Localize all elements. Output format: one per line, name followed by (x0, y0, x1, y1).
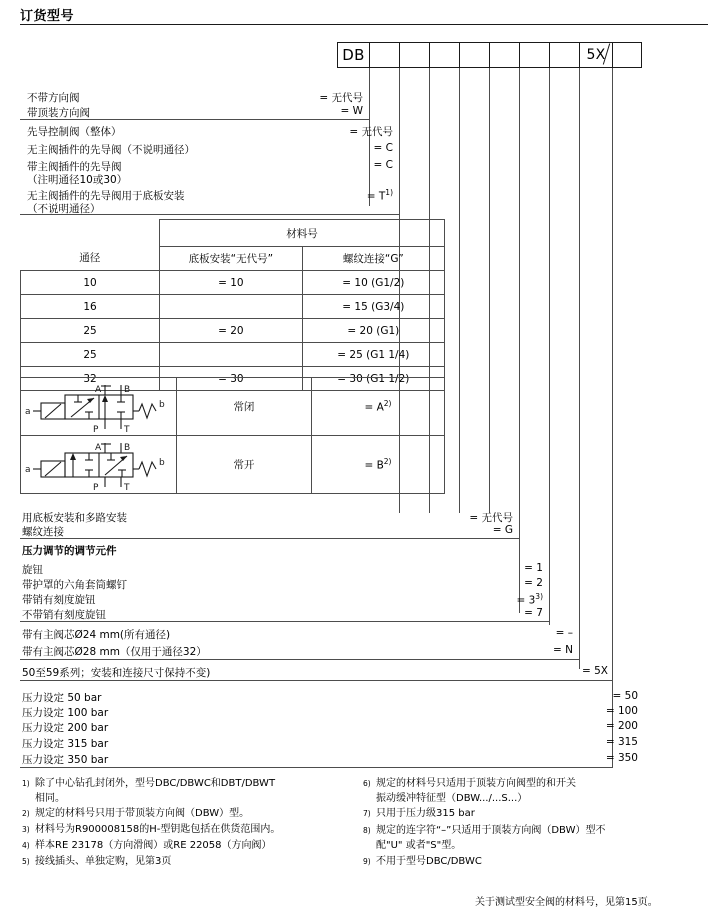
symbol-desc-normally-closed: 常闭 (176, 378, 311, 436)
footnote-4-text: 样本RE 23178（方向滑阀）或RE 22058（方向阀） (35, 840, 272, 851)
table-header-group: 材料号 (160, 220, 445, 247)
drop-line-8 (579, 68, 580, 669)
row-label-pilot-integral: 先导控制阀（整体） (27, 126, 122, 138)
row-label-pressure-350: 压力设定 350 bar (22, 754, 109, 766)
closing-note: 关于测试型安全阀的材料号，见第15页。 (475, 897, 658, 908)
cell-size: 25 (21, 343, 160, 367)
cell-subplate (160, 343, 303, 367)
row-label-series: 50至59系列；安装和连接尺寸保持不变) (22, 667, 211, 679)
footnote-8-num: 8) (363, 826, 371, 835)
row-value-nonlockable-knob: = 7 (524, 607, 543, 619)
footnote-1-text: 除了中心钻孔封闭外，型号DBC/DBWC和DBT/DBWT (35, 778, 276, 789)
svg-text:b: b (159, 457, 166, 468)
row-value-pilot-no-cartridge: = C (373, 142, 393, 154)
row-label-knob: 旋钮 (22, 564, 43, 576)
symbol-cell-normally-open (21, 436, 177, 494)
row-label-pilot-size-note: （注明通径10或30） (27, 174, 128, 186)
row-label-spool-28: 带有主阀芯Ø28 mm（仅用于通径32） (22, 646, 207, 658)
code-box-3[interactable] (399, 42, 429, 68)
symbol-row-normally-closed (21, 378, 445, 436)
footnote-ref-2a: 2) (383, 399, 392, 409)
footnote-6-num: 6) (363, 779, 371, 788)
cell-thread: = 25 (G1 1/4) (302, 343, 444, 367)
row-value-pressure-350: = 350 (605, 752, 638, 764)
code-box-6[interactable] (489, 42, 519, 68)
valve-symbol-table (20, 377, 445, 494)
cell-subplate: = 20 (160, 319, 303, 343)
row-value-spool-24: = – (555, 627, 573, 639)
drop-line-5 (489, 68, 490, 513)
row-value-pressure-315: = 315 (605, 736, 638, 748)
table-row (21, 319, 445, 343)
row-label-pilot-with-cartridge: 带主阀插件的先导阀 (27, 161, 122, 173)
row-value-pilot-subplate (320, 188, 393, 203)
row-label-thread-connection: 螺纹连接 (22, 526, 64, 538)
svg-text:B: B (124, 442, 131, 453)
svg-text:A: A (95, 442, 102, 453)
row-label-spool-24: 带有主阀芯Ø24 mm(所有通径) (22, 629, 171, 641)
footnote-5-num: 5) (22, 857, 30, 866)
row-value-subplate-manifold: = 无代号 (469, 512, 513, 524)
cell-size: 10 (21, 271, 160, 295)
row-label-nonlockable-knob: 不带销有刻度旋钮 (22, 609, 106, 621)
table-row (21, 295, 445, 319)
table-row (21, 343, 445, 367)
footnote-ref-2b: 2) (383, 457, 392, 467)
footnote-ref-3: 3) (535, 592, 543, 601)
title-divider (20, 24, 708, 25)
row-value-spool-28: = N (553, 644, 573, 656)
cell-thread: = 15 (G3/4) (302, 295, 444, 319)
cell-thread: = 20 (G1) (302, 319, 444, 343)
code-box-4[interactable] (429, 42, 459, 68)
row-value-pilot-with-cartridge: = C (373, 159, 393, 171)
cell-subplate: = 30 (160, 367, 303, 391)
footnote-9-num: 9) (363, 857, 371, 866)
row-label-pilot-nosize-note: （不说明通径） (27, 203, 101, 215)
footnote-4-num: 4) (22, 841, 30, 850)
footnote-1-text-cont: 相同。 (35, 793, 65, 804)
footnote-3-text: 材料号为R900008158的H-型钥匙包括在供货范围内。 (35, 824, 281, 835)
svg-text:b: b (159, 399, 166, 410)
symbol-value-normally-closed (311, 378, 444, 436)
code-box-7[interactable] (519, 42, 549, 68)
adjustment-heading: 压力调节的调节元件 (22, 545, 117, 557)
row-value-lockable-knob (470, 592, 543, 607)
footnote-9-text: 不用于型号DBC/DBWC (376, 856, 482, 867)
row-label-pressure-315: 压力设定 315 bar (22, 738, 109, 750)
row-label-pilot-no-cartridge: 无主阀插件的先导阀（不说明通径） (27, 144, 195, 156)
row-value-pilot-integral: = 无代号 (349, 126, 393, 138)
symbol-row-normally-open (21, 436, 445, 494)
row-value-pressure-100: = 100 (605, 705, 638, 717)
bracket-close-pressure (20, 767, 613, 768)
row-label-pressure-200: 压力设定 200 bar (22, 722, 109, 734)
code-box-5[interactable] (459, 42, 489, 68)
footnote-3-num: 3) (22, 825, 30, 834)
row-label-no-directional-valve: 不带方向阀 (27, 92, 80, 104)
cell-size: 16 (21, 295, 160, 319)
cell-subplate: = 10 (160, 271, 303, 295)
row-value-pilot-subplate-text: = T (366, 190, 386, 203)
drop-line-7 (549, 68, 550, 625)
symbol-value-normally-open (311, 436, 444, 494)
symbol-value-normally-closed-text: = A (364, 401, 384, 414)
footnote-2-num: 2) (22, 809, 30, 818)
row-label-with-directional-valve: 带顶装方向阀 (27, 107, 90, 119)
row-value-pressure-50: = 50 (612, 690, 638, 702)
row-value-pressure-200: = 200 (605, 720, 638, 732)
code-box-10[interactable] (612, 42, 642, 68)
symbol-cell-normally-closed (21, 378, 177, 436)
bracket-close-1 (20, 119, 370, 120)
table-header-subplate: 底板安装“无代号” (160, 247, 303, 271)
cell-thread: = 10 (G1/2) (302, 271, 444, 295)
page-title: 订货型号 (20, 9, 75, 24)
svg-text:T: T (124, 482, 130, 491)
svg-text:P: P (93, 424, 99, 433)
row-value-lockable-knob-text: = 3 (516, 594, 536, 607)
svg-text:a: a (25, 464, 31, 475)
footnote-6-text-cont: 振动缓冲特征型（DBW.../...S...） (376, 793, 528, 804)
table-header-thread: 螺纹连接“G” (302, 247, 444, 271)
svg-text:T: T (124, 424, 130, 433)
model-code-bar (337, 42, 642, 68)
footnote-2-text: 规定的材料号只用于带顶装方向阀（DBW）型。 (35, 808, 250, 819)
footnote-ref-1: 1) (385, 188, 393, 197)
drop-line-4 (459, 68, 460, 513)
svg-text:A: A (95, 384, 102, 395)
footnote-8-text-cont: 配"U" 或者"S"型。 (376, 840, 462, 851)
row-value-series: = 5X (581, 665, 608, 677)
cell-subplate (160, 295, 303, 319)
valve-symbol-normally-open-icon (23, 439, 173, 491)
row-value-hex-screw: = 2 (524, 577, 543, 589)
drop-line-6 (519, 68, 520, 613)
material-number-table (20, 219, 445, 391)
bracket-close-mounting (20, 538, 520, 539)
row-label-hex-screw: 带护罩的六角套筒螺钉 (22, 579, 127, 591)
bracket-close-2 (20, 214, 400, 215)
valve-symbol-normally-closed-icon (23, 381, 173, 433)
row-value-knob: = 1 (524, 562, 543, 574)
symbol-value-normally-open-text: = B (364, 459, 384, 472)
cell-size: 32 (21, 367, 160, 391)
symbol-desc-normally-open: 常开 (176, 436, 311, 494)
cell-thread: = 30 (G1 1/2) (302, 367, 444, 391)
bracket-close-series (20, 680, 613, 681)
row-value-no-directional-valve: = 无代号 (319, 92, 363, 104)
bracket-close-adjustment (20, 621, 550, 622)
row-label-subplate-manifold: 用底板安装和多路安装 (22, 512, 127, 524)
bracket-close-spool (20, 659, 580, 660)
footnote-7-text: 只用于压力级315 bar (376, 808, 475, 819)
footnote-8-text: 规定的连字符“–”只适用于顶装方向阀（DBW）型不 (376, 825, 606, 836)
row-label-pilot-subplate: 无主阀插件的先导阀用于底板安装 (27, 190, 185, 202)
svg-text:a: a (25, 406, 31, 417)
footnote-5-text: 接线插头、单独定购，见第3页 (35, 856, 172, 867)
footnote-6-text: 规定的材料号只适用于顶装方向阀型的和开关 (376, 778, 576, 789)
code-box-2[interactable] (369, 42, 399, 68)
table-row (21, 271, 445, 295)
footnote-1-num: 1) (22, 779, 30, 788)
drop-line-9 (612, 68, 613, 767)
row-value-with-directional-valve: = W (340, 105, 363, 117)
footnote-7-num: 7) (363, 809, 371, 818)
svg-text:B: B (124, 384, 131, 395)
cell-size: 25 (21, 319, 160, 343)
row-label-lockable-knob: 带销有刻度旋钮 (22, 594, 96, 606)
code-box-8[interactable] (549, 42, 579, 68)
table-header-size: 通径 (21, 220, 160, 271)
row-label-pressure-100: 压力设定 100 bar (22, 707, 109, 719)
code-box-series-label: 5X (586, 47, 606, 63)
code-box-db[interactable]: DB (337, 42, 369, 68)
svg-text:P: P (93, 482, 99, 491)
row-value-thread-connection: = G (492, 524, 513, 536)
row-label-pressure-50: 压力设定 50 bar (22, 692, 102, 704)
code-box-series[interactable] (579, 42, 612, 68)
